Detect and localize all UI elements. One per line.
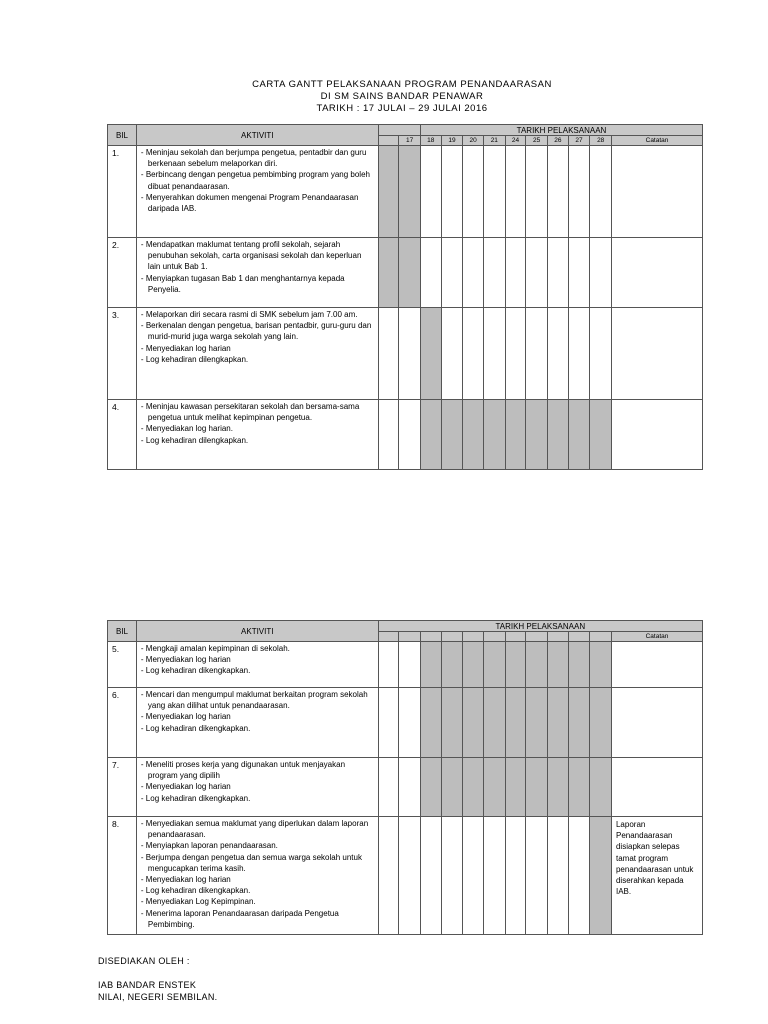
gantt-cell-active [441, 642, 463, 688]
day-header-cell [526, 632, 548, 642]
activity-item: - Berjumpa dengan pengetua dan semua warga sekolah untuk mengucapkan terima kasih. [140, 852, 362, 873]
activity-item: - Menyiapkan tugasan Bab 1 dan menghantarnya kepada Penyelia. [140, 273, 345, 294]
activity-item: - Mendapatkan maklumat tentang profil sekolah, sejarah penubuhan sekolah, carta organisasi sekolah dan keperluan lain untuk Bab 1. [140, 240, 362, 272]
gantt-cell [463, 146, 484, 238]
gantt-cell-active [526, 758, 548, 817]
activity-cell [136, 758, 378, 817]
gantt-cell [590, 238, 612, 308]
day-header-cell: 21 [483, 136, 505, 146]
activity-row [108, 146, 703, 238]
tarikh-header: TARIKH PELAKSANAAN [378, 621, 702, 632]
row-number: 3. [108, 308, 137, 400]
gantt-cell-active [483, 400, 505, 470]
gantt-cell-active [526, 688, 548, 758]
gantt-cell [399, 400, 421, 470]
gantt-cell [568, 146, 590, 238]
gantt-cell [548, 146, 569, 238]
gantt-cell [505, 308, 526, 400]
catatan-cell [611, 642, 702, 688]
gantt-cell-active [526, 400, 548, 470]
activity-item: - Log kehadiran dikengkapkan. [140, 723, 251, 733]
gantt-cell [483, 308, 505, 400]
tarikh-header: TARIKH PELAKSANAAN [420, 125, 702, 136]
gantt-cell [441, 308, 463, 400]
gantt-cell-active [547, 758, 568, 817]
activity-item: - Menyediakan log harian [140, 875, 231, 885]
activity-item: - Meninjau sekolah dan berjumpa pengetua, pentadbir dan guru berkenaan sebelum melaporkan diri. [140, 148, 367, 169]
gantt-cell-active [505, 400, 526, 470]
bil-header: BIL [108, 125, 137, 146]
day-header-cell [483, 632, 505, 642]
activity-item: - Log kehadiran dikengkapkan. [140, 793, 251, 803]
gantt-cell-active [420, 400, 441, 470]
gantt-cell [505, 238, 526, 308]
activity-cell [136, 642, 378, 688]
document-date: TARIKH : 17 JULAI – 29 JULAI 2016 [316, 103, 488, 114]
gantt-cell [526, 308, 548, 400]
row-number: 4. [108, 400, 137, 470]
activity-item: - Meneliti proses kerja yang digunakan untuk menjayakan program yang dipilih [140, 760, 346, 781]
gantt-cell-active [420, 688, 441, 758]
gantt-table-2 [107, 620, 703, 935]
document-school: DI SM SAINS BANDAR PENAWAR [320, 91, 484, 102]
gantt-cell-active [505, 758, 526, 817]
day-header-cell: 18 [420, 136, 441, 146]
activity-item: - Log kehadiran dikengkapkan. [140, 886, 251, 896]
row-number: 8. [108, 817, 137, 935]
activity-item: - Menyediakan log harian [140, 655, 231, 665]
activity-row [108, 688, 703, 758]
activity-row [108, 238, 703, 308]
gantt-cell [399, 642, 421, 688]
gantt-cell [483, 817, 505, 935]
gantt-cell [505, 146, 526, 238]
activity-item: - Menyediakan semua maklumat yang diperlukan dalam laporan penandaarasan. [140, 819, 369, 840]
row-number: 1. [108, 146, 137, 238]
catatan-cell [612, 146, 703, 238]
day-header-cell [505, 632, 526, 642]
gantt-cell [483, 146, 505, 238]
catatan-header: Catatan [612, 136, 703, 146]
activity-item: - Log kehadiran dilengkapkan. [140, 354, 249, 364]
activity-item: - Berbincang dengan pengetua pembimbing program yang boleh dibuat penandaarasan. [140, 170, 370, 191]
gantt-cell-active [590, 688, 612, 758]
gantt-cell [526, 238, 548, 308]
gantt-cell-active [378, 238, 399, 308]
activity-row [108, 400, 703, 470]
gantt-cell [420, 146, 441, 238]
day-header-cell: 25 [526, 136, 548, 146]
day-header-cell: 20 [463, 136, 484, 146]
day-header-cell [420, 632, 441, 642]
catatan-cell [611, 758, 702, 817]
gantt-cell [378, 308, 399, 400]
gantt-cell [463, 817, 484, 935]
gantt-cell-active [505, 688, 526, 758]
row-number: 7. [108, 758, 137, 817]
row-number: 2. [108, 238, 137, 308]
day-header-cell: 17 [399, 136, 421, 146]
activity-cell [136, 308, 378, 400]
bil-header: BIL [108, 621, 137, 642]
gantt-cell-active [420, 642, 441, 688]
gantt-cell-active [399, 146, 421, 238]
activity-item: - Log kehadiran dikengkapkan. [140, 666, 251, 676]
gantt-cell [441, 817, 463, 935]
gantt-cell-active [463, 688, 484, 758]
gantt-cell [568, 817, 590, 935]
gantt-cell-active [547, 688, 568, 758]
activity-item: - Log kehadiran dilengkapkan. [140, 435, 249, 445]
activity-item: - Menyediakan log harian [140, 782, 231, 792]
gantt-cell [441, 238, 463, 308]
catatan-header: Catatan [611, 632, 702, 642]
gantt-cell-active [483, 642, 505, 688]
gantt-cell [463, 308, 484, 400]
activity-item: - Mencari dan mengumpul maklumat berkaitan program sekolah yang akan dilihat untuk penandaarasan. [140, 690, 368, 711]
day-header-cell: 24 [505, 136, 526, 146]
gantt-cell [378, 817, 399, 935]
gantt-cell-active [463, 400, 484, 470]
day-header-cell: 27 [568, 136, 590, 146]
day-header-cell: 19 [441, 136, 463, 146]
activity-item: - Mengkaji amalan kepimpinan di sekolah. [140, 644, 290, 653]
gantt-cell-active [590, 817, 612, 935]
gantt-cell [526, 146, 548, 238]
activity-item: - Menyediakan log harian [140, 343, 231, 353]
gantt-cell-active [441, 688, 463, 758]
catatan-cell [612, 400, 703, 470]
gantt-cell [547, 817, 568, 935]
activity-row [108, 308, 703, 400]
gantt-cell [548, 308, 569, 400]
catatan-cell [612, 238, 703, 308]
aktiviti-header: AKTIVITI [136, 621, 378, 642]
activity-item: - Menyerahkan dokumen mengenai Program Penandaarasan daripada IAB. [140, 192, 359, 214]
gantt-cell [568, 308, 590, 400]
gantt-cell [483, 238, 505, 308]
activity-item: - Meninjau kawasan persekitaran sekolah dan bersama-sama pengetua untuk melihat kepimpinan pengetua. [140, 402, 360, 423]
gantt-cell-active [547, 642, 568, 688]
day-header-cell [463, 632, 484, 642]
catatan-cell [612, 308, 703, 400]
aktiviti-header: AKTIVITI [136, 125, 378, 146]
activity-cell [136, 400, 378, 470]
gantt-cell [399, 688, 421, 758]
activity-cell [136, 817, 378, 935]
blank-header [378, 125, 420, 136]
activity-item: - Menyediakan log harian. [140, 424, 233, 434]
gantt-cell-active [505, 642, 526, 688]
gantt-cell-active [483, 688, 505, 758]
gantt-cell-active [568, 642, 590, 688]
gantt-cell-active [548, 400, 569, 470]
activity-cell [136, 146, 378, 238]
prepared-by-org: IAB BANDAR ENSTEK [98, 980, 197, 990]
gantt-cell [399, 308, 421, 400]
activity-row [108, 817, 703, 935]
gantt-cell-active [590, 758, 612, 817]
gantt-cell [399, 817, 421, 935]
day-header-cell [378, 632, 399, 642]
gantt-cell [378, 688, 399, 758]
gantt-cell [526, 817, 548, 935]
day-header-cell [568, 632, 590, 642]
gantt-table-1 [107, 124, 703, 470]
gantt-cell [590, 308, 612, 400]
gantt-cell-active [526, 642, 548, 688]
gantt-cell [378, 642, 399, 688]
row-number: 5. [108, 642, 137, 688]
activity-item: - Melaporkan diri secara rasmi di SMK sebelum jam 7.00 am. [140, 310, 358, 319]
gantt-cell-active [568, 688, 590, 758]
gantt-cell-active [590, 400, 612, 470]
gantt-cell-active [568, 400, 590, 470]
activity-item: - Berkenalan dengan pengetua, barisan pentadbir, guru-guru dan murid-murid juga warga sekolah yang lain. [140, 321, 372, 342]
gantt-cell-active [420, 758, 441, 817]
activity-row [108, 758, 703, 817]
gantt-cell [420, 238, 441, 308]
day-header-cell [378, 136, 399, 146]
gantt-cell-active [399, 238, 421, 308]
prepared-by-label: DISEDIAKAN OLEH : [98, 956, 190, 966]
gantt-cell-active [463, 642, 484, 688]
day-header-cell: 28 [590, 136, 612, 146]
gantt-cell-active [441, 400, 463, 470]
prepared-by-location: NILAI, NEGERI SEMBILAN. [98, 992, 218, 1002]
gantt-cell [378, 400, 399, 470]
gantt-cell [568, 238, 590, 308]
gantt-cell [548, 238, 569, 308]
activity-row [108, 642, 703, 688]
gantt-cell-active [483, 758, 505, 817]
activity-item: - Menyediakan Log Kepimpinan. [140, 897, 256, 907]
day-header-cell [399, 632, 421, 642]
catatan-cell [611, 688, 702, 758]
activity-item: - Menerima laporan Penandaarasan daripada Pengetua Pembimbing. [140, 908, 339, 929]
catatan-cell: Laporan Penandaarasan disiapkan selepas tamat program penandaarasan untuk diserahkan kepada IAB. [611, 817, 702, 935]
activity-cell [136, 238, 378, 308]
document-title: CARTA GANTT PELAKSANAAN PROGRAM PENANDAARASAN [252, 79, 552, 90]
gantt-cell-active [378, 146, 399, 238]
gantt-cell [590, 146, 612, 238]
gantt-cell-active [463, 758, 484, 817]
day-header-cell: 26 [548, 136, 569, 146]
day-header-cell [590, 632, 612, 642]
day-header-cell [441, 632, 463, 642]
gantt-cell [378, 758, 399, 817]
activity-item: - Menyiapkan laporan penandaarasan. [140, 841, 278, 851]
activity-item: - Menyediakan log harian [140, 712, 231, 722]
gantt-cell-active [420, 308, 441, 400]
day-header-cell [547, 632, 568, 642]
gantt-cell-active [568, 758, 590, 817]
gantt-cell-active [590, 642, 612, 688]
gantt-cell [399, 758, 421, 817]
gantt-cell [420, 817, 441, 935]
gantt-cell [441, 146, 463, 238]
gantt-cell [505, 817, 526, 935]
row-number: 6. [108, 688, 137, 758]
activity-cell [136, 688, 378, 758]
gantt-cell-active [441, 758, 463, 817]
gantt-cell [463, 238, 484, 308]
